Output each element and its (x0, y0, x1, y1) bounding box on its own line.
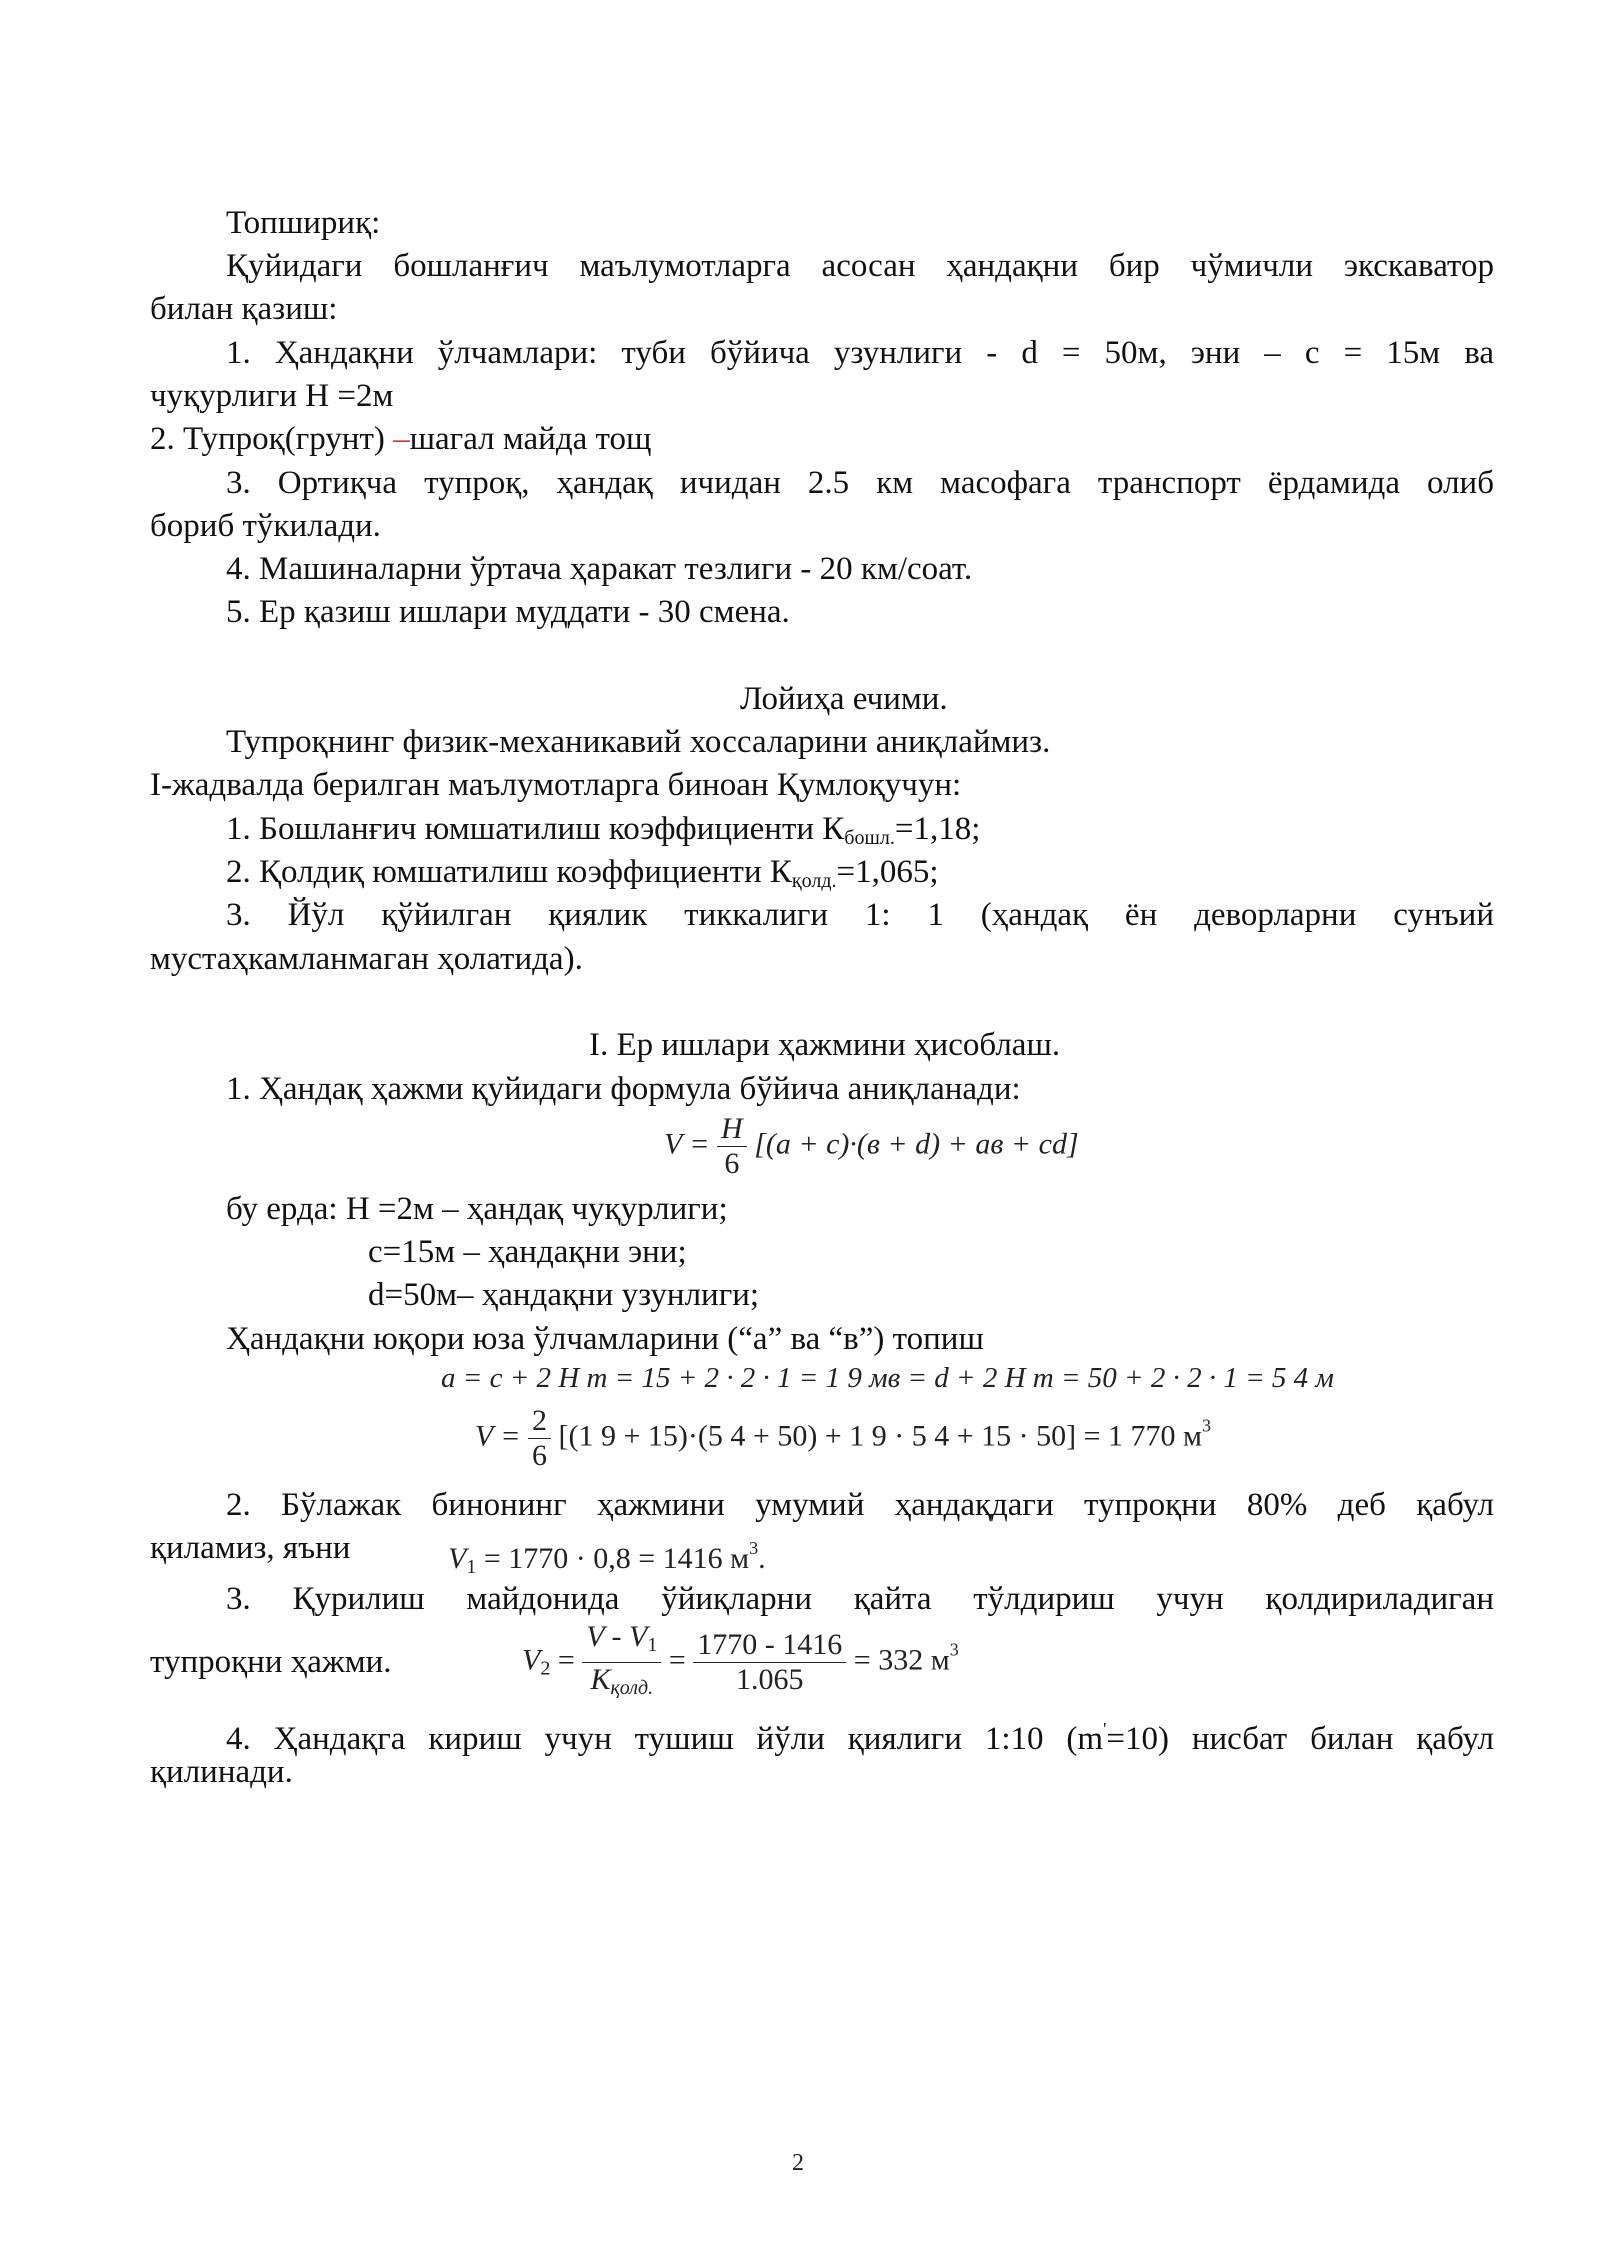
fraction-numerator: H (717, 1112, 747, 1147)
formula-top-dimensions: a = c + 2 H m = 15 + 2 · 2 · 1 = 1 9 мв = d + 2 H m = 50 + 2 · 2 · 1 = 5 4 м (441, 1362, 1334, 1394)
subscript: бошл. (844, 827, 895, 849)
text-line: бориб тўкилади. (150, 508, 381, 544)
text-line: 5. Ер қазиш ишлари муддати - 30 смена. (226, 594, 790, 630)
superscript: ' (1103, 1719, 1107, 1739)
text-line: 1. Ҳандақ ҳажми қуйидаги формула бўйича аниқланади: (226, 1071, 1021, 1107)
text-line: Ҳандақни юқори юза ўлчамларини (“а” ва “в”) топиш (226, 1321, 984, 1357)
section-heading: I. Ер ишлари ҳажмини ҳисоблаш. (589, 1027, 1061, 1063)
text-line: қилинади. (150, 1754, 293, 1790)
text-fragment: 2. Тупроқ(грунт) (150, 421, 394, 457)
text-line: тупроқни ҳажми. (150, 1644, 392, 1680)
numerator-text: V - V (586, 1620, 648, 1653)
text-line (226, 809, 980, 858)
text-fragment: шагал майда тощ (409, 421, 652, 457)
fraction-denominator: 1.065 (736, 1663, 804, 1696)
text-line (150, 419, 651, 459)
fraction-numerator: 1770 - 1416 (693, 1628, 846, 1663)
text-fragment: 4. Ҳандақга кириш учун тушиш йўли қиялиги 1:10 (m (226, 1721, 1104, 1757)
formula-volume (664, 1112, 1079, 1181)
text-line: Топшириқ: (226, 205, 381, 241)
formula-lhs: V = (475, 1419, 521, 1453)
fraction-numerator (582, 1620, 661, 1663)
text-line: 3. Йўл қўйилган қиялик тиккалиги 1: 1 (ҳандақ ён деворларни сунъий (226, 897, 1494, 933)
subscript: 1 (466, 1556, 477, 1578)
text-line: чуқурлиги H =2м (150, 378, 394, 414)
text-fragment: 2. Қолдиқ юмшатилиш коэффициенти К (226, 854, 792, 890)
fraction (582, 1620, 661, 1705)
formula-var: V (448, 1542, 467, 1575)
formula-v2 (522, 1620, 959, 1705)
text-line: d=50м– ҳандақни узунлиги; (368, 1277, 760, 1313)
text-fragment: 1. Бошланғич юмшатилиш коэффициенти К (226, 811, 845, 847)
fraction (693, 1628, 846, 1697)
text-line: билан қазиш: (150, 291, 338, 327)
formula-volume-result (475, 1404, 1211, 1473)
superscript: 3 (1202, 1415, 1212, 1436)
formula-lhs: V = (664, 1127, 710, 1161)
text-line: 3. Ортиқча тупроқ, ҳандақ ичидан 2.5 км масофага транспорт ёрдамида олиб (226, 465, 1494, 501)
formula-body: [(1 9 + 15)·(5 4 + 50) + 1 9 · 5 4 + 15 · 50] = 1 770 м (558, 1419, 1203, 1453)
denominator-text: K (590, 1663, 611, 1696)
text-fragment: =10) нисбат билан қабул (1106, 1721, 1494, 1757)
text-fragment: =1,065; (836, 854, 939, 890)
subscript: қолд. (791, 870, 837, 892)
formula-body: [(a + c)·(в + d) + aв + cd] (754, 1127, 1079, 1161)
page-number: 2 (792, 2150, 804, 2176)
fraction-denominator: 6 (532, 1439, 548, 1472)
formula-eq: = (668, 1643, 686, 1677)
text-line: бу ерда: H =2м – ҳандақ чуқурлиги; (226, 1191, 728, 1227)
fraction (717, 1112, 747, 1181)
text-line: 3. Қурилиш майдонида ўйиқларни қайта тўлдириш учун қолдириладиган (226, 1581, 1494, 1617)
section-heading: Лойиҳа ечими. (740, 681, 948, 717)
subscript: 2 (540, 1657, 551, 1680)
text-fragment: =1,18; (894, 811, 981, 847)
text-line (226, 1709, 1494, 1759)
subscript: қолд. (610, 1677, 654, 1699)
text-line: c=15м – ҳандақни эни; (368, 1234, 687, 1270)
formula-body: = 1770 · 0,8 = 1416 м (476, 1542, 750, 1575)
fraction-numerator: 2 (528, 1404, 551, 1439)
text-line: 2. Бўлажак бинонинг ҳажмини умумий ҳандақдаги тупроқни 80% деб қабул (226, 1487, 1494, 1523)
text-line (226, 852, 939, 901)
superscript: 3 (949, 1639, 959, 1660)
text-line: 4. Машиналарни ўртача ҳаракат тезлиги - 20 км/соат. (226, 551, 973, 587)
text-line: қиламиз, яъни (150, 1530, 351, 1566)
red-dash: – (393, 421, 410, 457)
text-line: I-жадвалда берилган маълумотларга биноан Қумлоқучун: (150, 767, 962, 803)
text-line: 1. Ҳандақни ўлчамлари: туби бўйича узунлиги - d = 50м, эни – c = 15м ва (226, 335, 1494, 371)
fraction-denominator (582, 1663, 661, 1705)
formula-tail: . (758, 1542, 766, 1575)
fraction-denominator: 6 (724, 1147, 740, 1180)
text-line: Тупроқнинг физик-механикавий хоссаларини аниқлаймиз. (226, 724, 1051, 760)
formula-eq: = (550, 1643, 575, 1677)
formula-result: = 332 м (853, 1643, 950, 1677)
subscript: 1 (647, 1634, 658, 1656)
formula-var: V (522, 1643, 541, 1677)
fraction (528, 1404, 551, 1473)
text-line: мустаҳкамланмаган ҳолатида). (150, 941, 583, 977)
text-line: Қуйидаги бошланғич маълумотларга асосан ҳандақни бир чўмичли экскаватор (226, 248, 1494, 284)
superscript: 3 (749, 1538, 759, 1558)
